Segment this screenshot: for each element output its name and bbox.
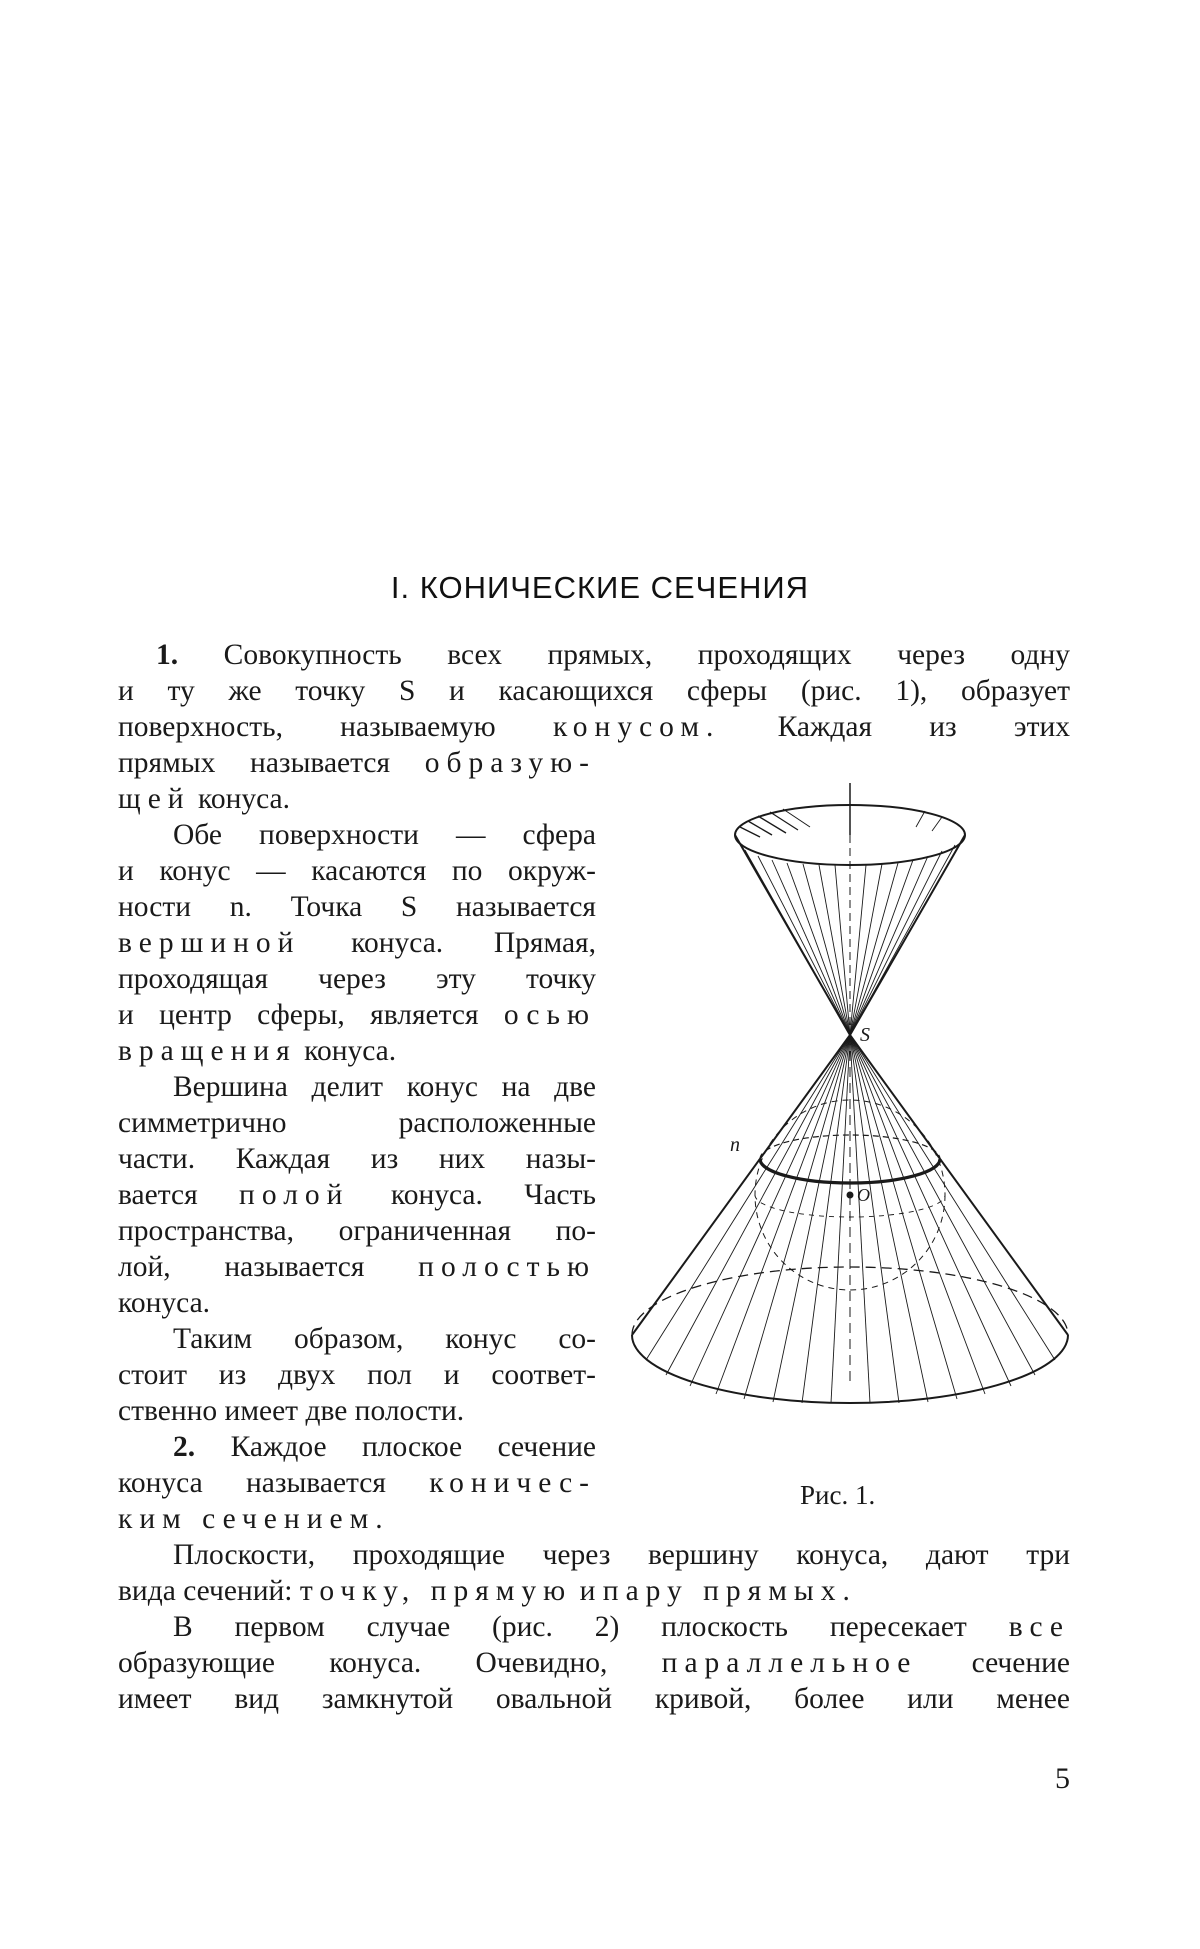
text-line: Таким образом, конус со- (173, 1321, 596, 1357)
text-line: конуса. (118, 1285, 596, 1321)
text-line: ким сечением. (118, 1501, 596, 1537)
text-line: вершиной конуса. Прямая, (118, 925, 596, 961)
text-line: поверхность, называемую конусом. Каждая из этих (118, 709, 1070, 745)
text-line: ственно имеет две полости. (118, 1393, 596, 1429)
text-line: Обе поверхности — сфера (173, 817, 596, 853)
emphasis-term: пару прямых. (603, 1575, 857, 1607)
label-s: S (860, 1024, 870, 1046)
figure-caption: Рис. 1. (800, 1480, 875, 1511)
lower-generatrix-left (632, 1035, 850, 1335)
text-line: и конус — касаются по окруж- (118, 853, 596, 889)
cone-figure (620, 775, 1080, 1455)
label-n: n (730, 1134, 740, 1156)
text-line: 2. Каждое плоское сечение (173, 1429, 596, 1465)
text-line: В первом случае (рис. 2) плоскость пересекает все (173, 1609, 1070, 1645)
text-line: вращения конуса. (118, 1033, 596, 1069)
emphasis-term: щей (118, 783, 191, 815)
emphasis-term: образую- (425, 747, 596, 779)
text-line: части. Каждая из них назы- (118, 1141, 596, 1177)
text-line: Вершина делит конус на две (173, 1069, 596, 1105)
text-line: и центр сферы, является осью (118, 997, 596, 1033)
emphasis-term: точку, прямую (300, 1575, 572, 1607)
page-number: 5 (1055, 1762, 1070, 1796)
text-line: конуса называется коничес- (118, 1465, 596, 1501)
paragraph-number: 2. (173, 1431, 195, 1463)
text-line: пространства, ограниченная по- (118, 1213, 596, 1249)
emphasis-term: вершиной (118, 927, 300, 959)
text-line: симметрично расположенные (118, 1105, 596, 1141)
text-line: имеет вид замкнутой овальной кривой, более или менее (118, 1681, 1070, 1717)
upper-hatching (740, 809, 955, 1035)
text-line: лой, называется полостью (118, 1249, 596, 1285)
emphasis-term: коничес- (429, 1467, 596, 1499)
book-page (0, 0, 1200, 1949)
lower-generatrix-right (850, 1035, 1068, 1335)
text-line: проходящая через эту точку (118, 961, 596, 997)
text-line: Плоскости, проходящие через вершину конуса, дают три (173, 1537, 1070, 1573)
sphere-center-point (847, 1192, 853, 1198)
emphasis-term: осью (504, 999, 596, 1031)
text-line: и ту же точку S и касающихся сферы (рис. 1), образует (118, 673, 1070, 709)
emphasis-term: вращения (118, 1035, 297, 1067)
text-line: вида сечений: точку, прямую и пару прямых. (118, 1573, 1070, 1609)
emphasis-term: полой (239, 1179, 349, 1211)
text-line: 1. Совокупность всех прямых, проходящих через одну (118, 637, 1070, 673)
text-line: стоит из двух пол и соответ- (118, 1357, 596, 1393)
text-line: щей конуса. (118, 781, 596, 817)
emphasis-term: параллельное (662, 1647, 918, 1679)
paragraph-number: 1. (156, 639, 178, 671)
text-line: образующие конуса. Очевидно, параллельное сечение (118, 1645, 1070, 1681)
label-o: O (857, 1185, 870, 1205)
text-line: вается полой конуса. Часть (118, 1177, 596, 1213)
emphasis-term: конусом. (553, 711, 720, 743)
emphasis-term: полостью (418, 1251, 596, 1283)
chapter-heading: I. КОНИЧЕСКИЕ СЕЧЕНИЯ (0, 570, 1200, 606)
text-line: прямых называется образую- (118, 745, 596, 781)
text-line: ности n. Точка S называется (118, 889, 596, 925)
emphasis-term: все (1009, 1611, 1070, 1643)
